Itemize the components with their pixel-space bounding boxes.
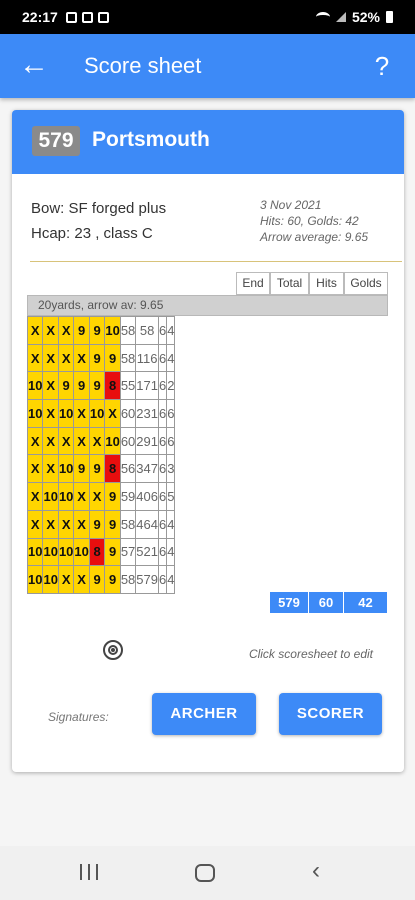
arrow-score-cell[interactable]: 9 bbox=[105, 344, 120, 372]
row-hits-cell: 6 bbox=[158, 344, 166, 372]
header-total: Total bbox=[270, 272, 309, 295]
battery-level: 52% bbox=[351, 9, 380, 25]
arrow-score-cell[interactable]: 8 bbox=[105, 455, 120, 483]
row-golds-cell: 4 bbox=[167, 566, 175, 594]
sync-icon bbox=[98, 12, 109, 23]
arrow-score-cell[interactable]: X bbox=[74, 400, 89, 428]
help-icon[interactable]: ? bbox=[374, 51, 390, 81]
arrow-score-cell[interactable]: X bbox=[74, 566, 89, 594]
battery-icon bbox=[386, 11, 393, 23]
arrow-score-cell[interactable]: 10 bbox=[28, 400, 43, 428]
divider bbox=[30, 261, 402, 262]
arrow-score-cell[interactable]: X bbox=[105, 400, 120, 428]
arrow-score-cell[interactable]: 9 bbox=[89, 510, 104, 538]
arrow-score-cell[interactable]: X bbox=[74, 344, 89, 372]
arrow-score-cell[interactable]: X bbox=[43, 372, 58, 400]
row-hits-cell: 6 bbox=[158, 455, 166, 483]
arrow-score-cell[interactable]: 10 bbox=[43, 538, 58, 566]
row-end-cell: 56 bbox=[120, 455, 135, 483]
table-row[interactable] bbox=[28, 427, 175, 455]
grand-hits: 60 bbox=[309, 592, 344, 613]
table-row[interactable] bbox=[28, 455, 175, 483]
row-total-cell: 406 bbox=[136, 483, 159, 511]
scorer-signature-button[interactable]: SCORER bbox=[279, 693, 382, 735]
arrow-score-cell[interactable]: 9 bbox=[58, 372, 73, 400]
arrow-score-cell[interactable]: 8 bbox=[89, 538, 104, 566]
app-bar bbox=[0, 34, 415, 98]
arrow-score-cell[interactable]: X bbox=[58, 344, 73, 372]
arrow-score-cell[interactable]: X bbox=[43, 455, 58, 483]
row-end-cell: 58 bbox=[120, 344, 135, 372]
row-golds-cell: 5 bbox=[167, 483, 175, 511]
row-total-cell: 58 bbox=[136, 317, 159, 345]
arrow-score-cell[interactable]: X bbox=[89, 427, 104, 455]
row-end-cell: 55 bbox=[120, 372, 135, 400]
row-hits-cell: 6 bbox=[158, 427, 166, 455]
arrow-score-cell[interactable]: X bbox=[28, 483, 43, 511]
arrow-score-cell[interactable]: 9 bbox=[89, 344, 104, 372]
row-end-cell: 58 bbox=[120, 510, 135, 538]
row-total-cell: 347 bbox=[136, 455, 159, 483]
signal-icon bbox=[336, 12, 346, 22]
row-golds-cell: 4 bbox=[167, 510, 175, 538]
status-right bbox=[316, 9, 393, 25]
row-hits-cell: 6 bbox=[158, 566, 166, 594]
arrow-score-cell[interactable]: 10 bbox=[105, 317, 120, 345]
arrow-score-cell[interactable]: 9 bbox=[105, 483, 120, 511]
score-badge: 579 bbox=[32, 126, 80, 156]
arrow-score-cell[interactable]: X bbox=[43, 400, 58, 428]
status-time: 22:17 bbox=[22, 9, 58, 25]
arrow-score-cell[interactable]: X bbox=[43, 317, 58, 345]
arrow-score-cell[interactable]: 9 bbox=[74, 455, 89, 483]
row-end-cell: 60 bbox=[120, 427, 135, 455]
arrow-score-cell[interactable]: 10 bbox=[58, 400, 73, 428]
round-date: 3 Nov 2021 bbox=[260, 198, 322, 212]
row-golds-cell: 3 bbox=[167, 455, 175, 483]
arrow-score-cell[interactable]: 10 bbox=[89, 400, 104, 428]
bow-info: Bow: SF forged plus bbox=[31, 200, 167, 217]
row-hits-cell: 6 bbox=[158, 372, 166, 400]
arrow-score-cell[interactable]: 10 bbox=[105, 427, 120, 455]
page-title: Score sheet bbox=[84, 53, 202, 78]
arrow-average: Arrow average: 9.65 bbox=[260, 230, 369, 244]
row-end-cell: 57 bbox=[120, 538, 135, 566]
row-total-cell: 464 bbox=[136, 510, 159, 538]
row-hits-cell: 6 bbox=[158, 317, 166, 345]
row-hits-cell: 6 bbox=[158, 400, 166, 428]
sync-icon bbox=[82, 12, 93, 23]
arrow-score-cell[interactable]: 10 bbox=[43, 566, 58, 594]
notification-icons bbox=[66, 12, 109, 23]
table-row[interactable] bbox=[28, 510, 175, 538]
arrow-score-cell[interactable]: 9 bbox=[89, 566, 104, 594]
target-icon[interactable] bbox=[103, 640, 123, 660]
arrow-score-cell[interactable]: 10 bbox=[74, 538, 89, 566]
row-golds-cell: 4 bbox=[167, 317, 175, 345]
arrow-score-cell[interactable]: X bbox=[58, 510, 73, 538]
arrow-score-cell[interactable]: 9 bbox=[89, 372, 104, 400]
card-header bbox=[12, 110, 404, 174]
row-golds-cell: 6 bbox=[167, 427, 175, 455]
arrow-score-cell[interactable]: X bbox=[28, 455, 43, 483]
arrow-score-cell[interactable]: X bbox=[43, 510, 58, 538]
table-row[interactable] bbox=[28, 483, 175, 511]
arrow-score-cell[interactable]: 9 bbox=[89, 455, 104, 483]
row-golds-cell: 4 bbox=[167, 538, 175, 566]
arrow-score-cell[interactable]: 9 bbox=[89, 317, 104, 345]
row-total-cell: 291 bbox=[136, 427, 159, 455]
arrow-score-cell[interactable]: 10 bbox=[58, 538, 73, 566]
arrow-score-cell[interactable]: 9 bbox=[105, 510, 120, 538]
arrow-score-cell[interactable]: X bbox=[58, 317, 73, 345]
table-row[interactable] bbox=[28, 566, 175, 594]
signatures-label: Signatures: bbox=[48, 710, 109, 724]
row-end-cell: 58 bbox=[120, 317, 135, 345]
arrow-score-cell[interactable]: X bbox=[74, 510, 89, 538]
table-row[interactable] bbox=[28, 317, 175, 345]
archer-info bbox=[31, 196, 166, 246]
header-golds: Golds bbox=[344, 272, 388, 295]
arrow-score-cell[interactable]: X bbox=[28, 510, 43, 538]
hits-golds-summary: Hits: 60, Golds: 42 bbox=[260, 214, 359, 228]
arrow-score-cell[interactable]: 8 bbox=[105, 372, 120, 400]
arrow-score-cell[interactable]: 10 bbox=[28, 538, 43, 566]
table-row[interactable] bbox=[28, 372, 175, 400]
wifi-icon bbox=[316, 12, 330, 22]
row-golds-cell: 4 bbox=[167, 344, 175, 372]
grand-golds: 42 bbox=[344, 592, 388, 613]
grand-total: 579 bbox=[270, 592, 309, 613]
table-row[interactable] bbox=[28, 538, 175, 566]
table-row[interactable] bbox=[28, 344, 175, 372]
scoresheet-card bbox=[12, 110, 404, 772]
row-total-cell: 521 bbox=[136, 538, 159, 566]
arrow-score-cell[interactable]: X bbox=[58, 566, 73, 594]
arrow-score-cell[interactable]: X bbox=[58, 427, 73, 455]
archer-signature-button[interactable]: ARCHER bbox=[152, 693, 256, 735]
arrow-score-cell[interactable]: 10 bbox=[28, 372, 43, 400]
arrow-score-cell[interactable]: X bbox=[28, 317, 43, 345]
home-icon[interactable] bbox=[195, 864, 215, 882]
status-bar bbox=[0, 0, 415, 34]
arrow-score-cell[interactable]: X bbox=[74, 427, 89, 455]
arrow-score-cell[interactable]: 10 bbox=[58, 455, 73, 483]
header-hits: Hits bbox=[309, 272, 344, 295]
distance-subtitle: 20yards, arrow av: 9.65 bbox=[27, 295, 388, 316]
back-arrow-icon[interactable]: ← bbox=[19, 48, 49, 81]
row-total-cell: 116 bbox=[136, 344, 159, 372]
arrow-score-cell[interactable]: 9 bbox=[74, 317, 89, 345]
arrow-score-cell[interactable]: 10 bbox=[58, 483, 73, 511]
score-grid[interactable] bbox=[27, 316, 175, 594]
arrow-score-cell[interactable]: 10 bbox=[28, 566, 43, 594]
arrow-score-cell[interactable]: X bbox=[28, 427, 43, 455]
arrow-score-cell[interactable]: 10 bbox=[43, 483, 58, 511]
hcap-info: Hcap: 23 , class C bbox=[31, 225, 153, 242]
venue-name: Portsmouth bbox=[92, 128, 210, 151]
row-end-cell: 59 bbox=[120, 483, 135, 511]
header-end: End bbox=[236, 272, 270, 295]
system-nav-bar bbox=[0, 846, 415, 900]
row-hits-cell: 6 bbox=[158, 483, 166, 511]
arrow-score-cell[interactable]: X bbox=[43, 427, 58, 455]
nav-back-icon[interactable]: ‹ bbox=[312, 857, 320, 884]
row-total-cell: 579 bbox=[136, 566, 159, 594]
recent-apps-icon[interactable] bbox=[80, 864, 98, 882]
row-hits-cell: 6 bbox=[158, 538, 166, 566]
row-total-cell: 171 bbox=[136, 372, 159, 400]
row-end-cell: 60 bbox=[120, 400, 135, 428]
row-golds-cell: 6 bbox=[167, 400, 175, 428]
arrow-score-cell[interactable]: 9 bbox=[105, 538, 120, 566]
image-icon bbox=[66, 12, 77, 23]
arrow-score-cell[interactable]: X bbox=[43, 344, 58, 372]
arrow-score-cell[interactable]: X bbox=[89, 483, 104, 511]
row-hits-cell: 6 bbox=[158, 510, 166, 538]
table-row[interactable] bbox=[28, 400, 175, 428]
arrow-score-cell[interactable]: X bbox=[74, 483, 89, 511]
row-total-cell: 231 bbox=[136, 400, 159, 428]
arrow-score-cell[interactable]: 9 bbox=[105, 566, 120, 594]
round-summary bbox=[260, 197, 390, 245]
arrow-score-cell[interactable]: X bbox=[28, 344, 43, 372]
edit-hint: Click scoresheet to edit bbox=[248, 647, 373, 661]
row-golds-cell: 2 bbox=[167, 372, 175, 400]
row-end-cell: 58 bbox=[120, 566, 135, 594]
arrow-score-cell[interactable]: 9 bbox=[74, 372, 89, 400]
